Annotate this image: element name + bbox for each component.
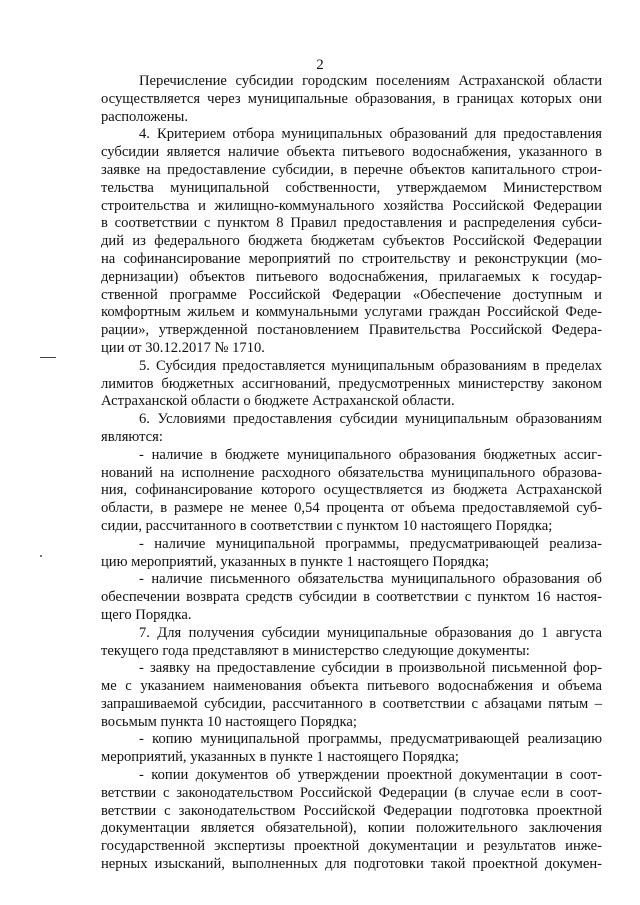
text-line: на софинансирование мероприятий по строительству и реконструкции (мо- [101,250,602,267]
text-line: - наличие письменного обязательства муниципального образования об [139,571,602,588]
text-line: - наличие в бюджете муниципального образования бюджетных ассиг- [139,446,602,463]
text-line: государственной экспертизы проектной документации и результатов инже- [101,838,602,855]
text-line: восьмым пункта 10 настоящего Порядка; [101,713,357,730]
page-number: 2 [316,57,324,73]
text-line: расположены. [101,108,189,125]
text-line: 5. Субсидия предоставляется муниципальным образованиям в пределах [139,357,602,374]
text-line: 7. Для получения субсидии муниципальные образования до 1 августа [139,624,602,641]
text-line: являются: [101,428,163,445]
text-line: дий из федерального бюджета бюджетам субъектов Российской Федерации [101,233,602,250]
text-line: заявке на предоставление субсидии, в перечне объектов капитального строи- [101,161,602,178]
text-line: Астраханской области о бюджете Астраханской области. [101,393,455,410]
text-line: запрашиваемой субсидии, рассчитанного в соответствии с абзацами пятым – [101,695,602,712]
text-line: документации является обязательной), копии положительного заключения [101,820,602,837]
margin-dash-mark [40,357,56,358]
text-line: ственной программе Российской Федерации «Обеспечение доступным и [101,286,602,303]
text-line: ния, софинансирование которого осуществляется из бюджета Астраханской [101,482,602,499]
text-line: осуществляется через муниципальные образования, в границах которых они [101,90,602,107]
text-line: комфортным жильем и коммунальными услугами граждан Российской Феде- [101,304,602,321]
text-line: мероприятий, указанных в пункте 1 настоящего Порядка; [101,749,459,766]
text-line: 4. Критерием отбора муниципальных образований для предоставления [139,126,602,143]
text-line: - наличие муниципальной программы, предусматривающей реализа- [139,535,602,552]
text-line: рации», утвержденной постановлением Правительства Российской Федера- [101,322,602,339]
text-line: ме с указанием наименования объекта питьевого водоснабжения и объема [101,678,602,695]
text-line: Перечисление субсидии городским поселениям Астраханской области [139,73,602,89]
text-line: лимитов бюджетных ассигнований, предусмотренных министерству законом [101,375,602,392]
text-line: 6. Условиями предоставления субсидии муниципальным образованиям [139,411,602,428]
text-line: цию мероприятий, указанных в пункте 1 настоящего Порядка; [101,553,490,570]
text-line: субсидии является наличие объекта питьевого водоснабжения, указанного в [101,144,602,161]
text-line: щего Порядка. [101,606,192,623]
document-body [101,73,602,874]
text-line: сидии, рассчитанного в соответствии с пунктом 10 настоящего Порядка; [101,517,553,534]
margin-dot-mark [40,555,42,557]
text-line: текущего года представляют в министерство следующие документы: [101,642,530,659]
text-line: в соответствии с пунктом 8 Правил предоставления и распределения субси- [101,215,602,232]
text-line: нерных изысканий, выполненных для подготовки такой проектной докумен- [101,856,602,873]
text-line: ветствии с законодательством Российской Федерации подготовка проектной [101,802,602,819]
text-line: тельства муниципальной собственности, утверждаемом Министерством [101,179,602,196]
text-line: строительства и жилищно-коммунального хозяйства Российской Федерации [101,197,602,214]
text-line: дернизации) объектов питьевого водоснабжения, прилагаемых к государ- [101,268,602,285]
text-line: области, в размере не менее 0,54 процента от объема предоставляемой суб- [101,500,602,517]
text-line: - копию муниципальной программы, предусматривающей реализацию [139,731,602,748]
text-line: ветствии с законодательством Российской Федерации (в случае если в соот- [101,784,602,801]
text-line: обеспечении возврата средств субсидии в соответствии с пунктом 16 настоя- [101,589,602,606]
text-line: нований на исполнение расходного обязательства муниципального образова- [101,464,602,481]
text-line: - копии документов об утверждении проектной документации в соот- [139,767,602,784]
text-line: ции от 30.12.2017 № 1710. [101,339,265,356]
text-line: - заявку на предоставление субсидии в произвольной письменной фор- [139,660,602,677]
